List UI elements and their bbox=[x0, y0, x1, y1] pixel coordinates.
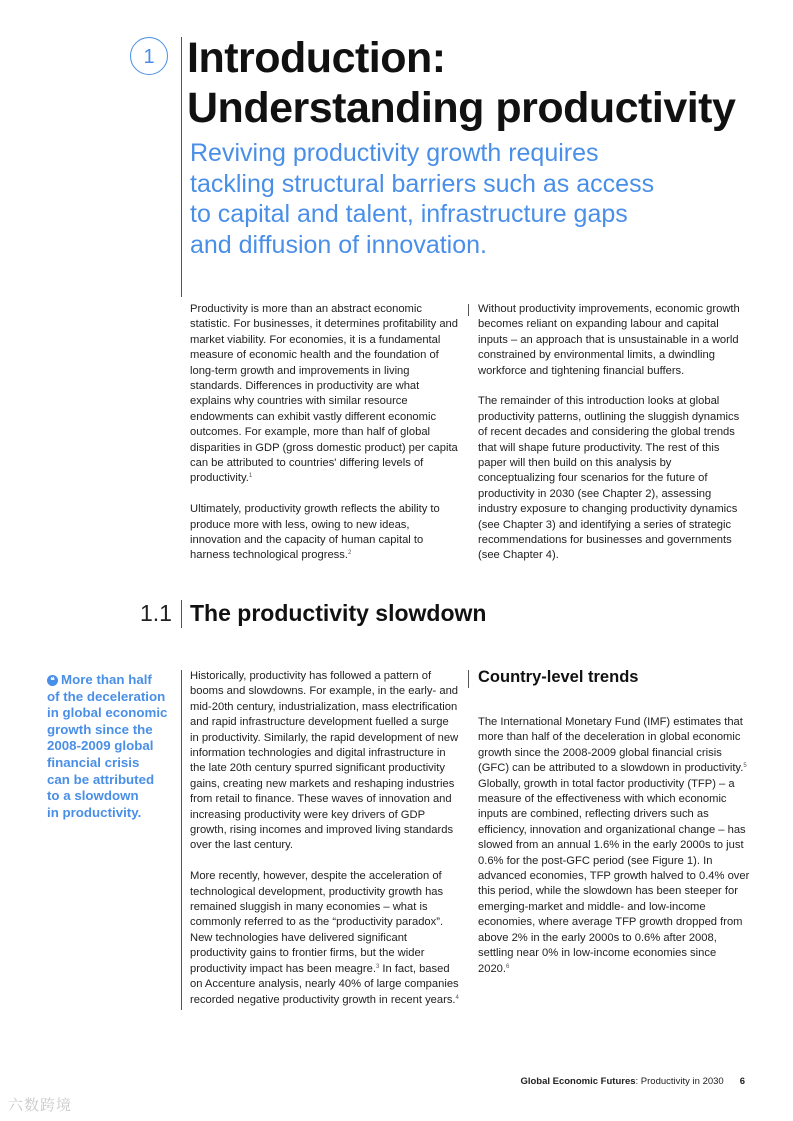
pull-quote-line: financial crisis bbox=[47, 754, 140, 770]
footer-subtitle: : Productivity in 2030 bbox=[635, 1076, 724, 1087]
intro-paragraph: The remainder of this introduction looks at global productivity patterns, outlining the sluggish dynamics of recent decades and considering the global trends that will shape future productivity. The rest of this paper will then build on this analysis by conceptualizing four scenarios for the future of productivity in 2030 (see Chapter 2), assessing industry exposure to changing productivity dynamics (see Chapter 3) and identifying a series of strategic recommendations for businesses and governments (see Chapter 4). bbox=[478, 395, 740, 562]
column-divider bbox=[468, 670, 469, 688]
footer-publication: Global Economic Futures bbox=[520, 1076, 636, 1087]
section-number: 1.1 bbox=[140, 600, 172, 626]
page-title-line: Introduction: bbox=[187, 34, 446, 82]
page-number: 6 bbox=[739, 1076, 745, 1087]
pull-quote-line: in global economic bbox=[47, 705, 168, 721]
watermark-logo: 六数跨境 bbox=[8, 1097, 73, 1114]
footnote-ref: 2 bbox=[347, 550, 352, 557]
footnote-ref: 1 bbox=[248, 473, 253, 480]
footnote-ref: 5 bbox=[743, 763, 747, 770]
quote-icon: ❝ bbox=[47, 675, 58, 686]
pull-quote-line: growth since the bbox=[47, 721, 153, 737]
pull-quote-line: of the deceleration bbox=[47, 688, 166, 704]
body-paragraph: The International Monetary Fund (IMF) estimates that more than half of the deceleration in global economic growth since the 2008-2009 global financial crisis (GFC) can be attributed to a slowdown in productivity.$^5$ Globally, growth in total factor productivity (TFP) – a measure of the effectiveness with which economic inputs are combined, reflecting drivers such as efficiency, innovation and organizational change – has slowed from an annual 1.6% in the early 2000s to just 0.6% for the post-GFC period (see Figure 1). In advanced economies, TFP growth halved to 0.4% over this period, while the slowdown has been steeper for emerging-market and middle- and low-income economies, where average TFP growth dropped from above 2% in the early 2000s to 0.6% after 2008, settling near 0% in low-income economies since 2020.$^6$ bbox=[478, 716, 750, 975]
pull-quote-line: can be attributed bbox=[47, 771, 155, 787]
subtitle-line: tackling structural barriers such as access bbox=[190, 169, 655, 198]
pull-quote bbox=[47, 672, 172, 821]
body-paragraph: Historically, productivity has followed a pattern of booms and slowdowns. For example, in the early- and mid-20th century, industrialization, mass electrification and rapid infrastructure development fuelled a surge in productivity. Similarly, the rapid development of new information technologies and digital infrastructure in the late 20th century spurred significant productivity gains, creating new markets and reshaping industries from retail to finance. These waves of innovation and increasing productivity were key drivers of GDP growth, rising incomes and improved living standards over the last century. bbox=[190, 670, 459, 852]
intro-paragraph: Without productivity improvements, economic growth becomes reliant on expanding labour and capital inputs – an approach that is unsustainable in a world constrained by environmental limits, a dwindling workforce and tightening financial buffers. bbox=[478, 303, 740, 377]
intro-right-column bbox=[478, 302, 750, 564]
body-left-column bbox=[190, 669, 460, 1008]
footnote-ref: 6 bbox=[506, 963, 510, 970]
subsection-heading: Country-level trends bbox=[478, 668, 639, 686]
body-right-column bbox=[478, 715, 750, 977]
section-title: The productivity slowdown bbox=[190, 600, 487, 626]
body-paragraph: More recently, however, despite the acceleration of technological development, productivity growth has remained sluggish in many economies – what is commonly referred to as the “productivity paradox”. New technologies have delivered significant productivity gains to frontier firms, but the wider productivity impact has been meagre.$^3$ In fact, based on Accenture analysis, nearly 40% of large companies recorded negative productivity growth in recent years.$^4$ bbox=[190, 870, 459, 1006]
subtitle-line: and diffusion of innovation. bbox=[190, 230, 487, 259]
pull-quote-line: ❝ More than half bbox=[47, 672, 172, 689]
page-title bbox=[187, 33, 777, 133]
subtitle-line: Reviving productivity growth requires bbox=[190, 139, 599, 167]
chapter-divider bbox=[181, 37, 182, 297]
footnote-ref: 4 bbox=[455, 994, 459, 1001]
section-divider bbox=[181, 600, 182, 628]
pull-quote-line: 2008-2009 global bbox=[47, 738, 154, 754]
page-footer bbox=[520, 1076, 745, 1087]
subtitle-line: to capital and talent, infrastructure gaps bbox=[190, 200, 628, 228]
pull-quote-line: in productivity. bbox=[47, 804, 142, 820]
page-title-line: Understanding productivity bbox=[187, 84, 736, 132]
chapter-number-badge: 1 bbox=[130, 37, 168, 75]
pull-quote-line: to a slowdown bbox=[47, 788, 139, 804]
intro-left-column bbox=[190, 302, 458, 564]
column-divider bbox=[181, 670, 182, 1010]
intro-paragraph: Productivity is more than an abstract economic statistic. For businesses, it determines profitability and market viability. For economies, it is a fundamental measure of economic health and the foundation of long-term growth and improvements in living standards. Differences in productivity are what explains why countries with similar resource endowments can exhibit vastly different economic outcomes. For example, more than half of global disparities in GDP (gross domestic product) per capita can be attributed to countries' differing levels of productivity.$^1$ bbox=[190, 303, 458, 485]
footnote-ref: 3 bbox=[375, 963, 380, 970]
intro-paragraph: Ultimately, productivity growth reflects the ability to produce more with less, owing to new ideas, innovation and the capacity of human capital to harness technological progress.$^2$ bbox=[190, 503, 440, 562]
column-divider bbox=[468, 304, 469, 316]
chapter-subtitle bbox=[190, 138, 710, 260]
